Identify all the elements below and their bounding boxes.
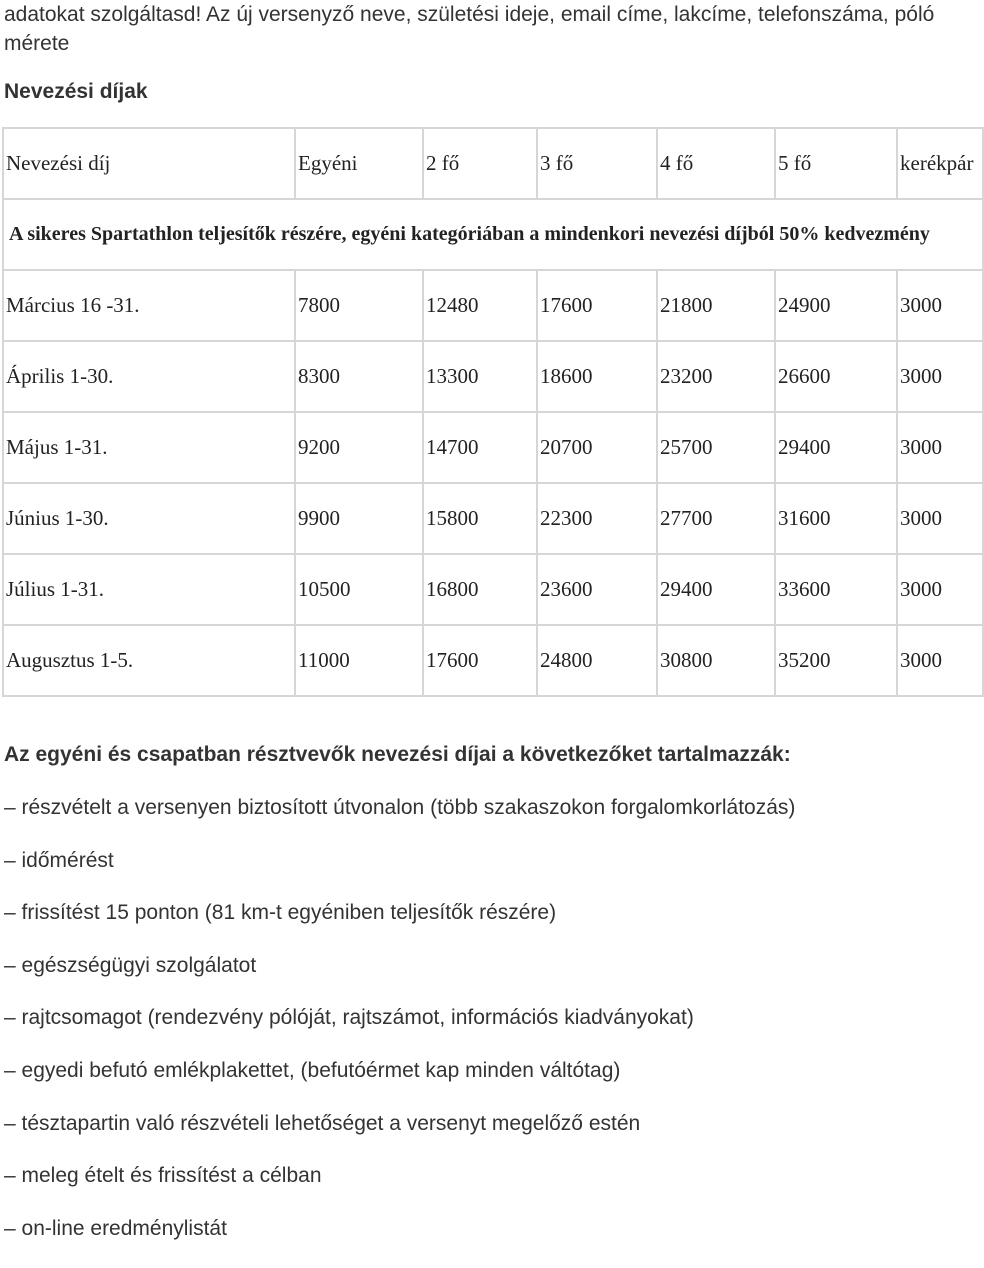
header-cell: Egyéni bbox=[295, 128, 423, 199]
period-cell: Április 1-30. bbox=[3, 341, 295, 412]
list-item: – rajtcsomagot (rendezvény pólóját, rajtszámot, információs kiadványokat) bbox=[4, 1006, 694, 1030]
fee-cell: 26600 bbox=[775, 341, 897, 412]
fee-cell: 29400 bbox=[657, 554, 775, 625]
fee-cell: 12480 bbox=[423, 270, 537, 341]
table-row bbox=[3, 554, 983, 625]
list-item: – meleg ételt és frissítést a célban bbox=[4, 1164, 322, 1188]
spartathlon-discount-note: A sikeres Spartathlon teljesítők részére, egyéni kategóriában a mindenkori nevezési díjból 50% kedvezmény bbox=[3, 199, 983, 270]
list-item: – tésztapartin való részvételi lehetőséget a versenyt megelőző estén bbox=[4, 1111, 641, 1135]
fee-cell: 31600 bbox=[775, 483, 897, 554]
fee-cell: 33600 bbox=[775, 554, 897, 625]
fee-cell: 25700 bbox=[657, 412, 775, 483]
fee-cell: 11000 bbox=[295, 625, 423, 696]
header-cell: 2 fő bbox=[423, 128, 537, 199]
includes-list bbox=[4, 795, 795, 1268]
fee-cell: 3000 bbox=[897, 412, 983, 483]
period-cell: Július 1-31. bbox=[3, 554, 295, 625]
fee-cell: 17600 bbox=[423, 625, 537, 696]
fee-table-header-row bbox=[3, 128, 983, 199]
table-row bbox=[3, 270, 983, 341]
fee-cell: 29400 bbox=[775, 412, 897, 483]
fee-cell: 24900 bbox=[775, 270, 897, 341]
period-cell: Május 1-31. bbox=[3, 412, 295, 483]
fee-cell: 15800 bbox=[423, 483, 537, 554]
fee-cell: 24800 bbox=[537, 625, 657, 696]
fee-table-note-row bbox=[3, 199, 983, 270]
period-cell: Augusztus 1-5. bbox=[3, 625, 295, 696]
list-item: – frissítést 15 ponton (81 km-t egyéniben teljesítők részére) bbox=[4, 901, 557, 925]
fee-cell: 7800 bbox=[295, 270, 423, 341]
fee-cell: 35200 bbox=[775, 625, 897, 696]
fee-cell: 9200 bbox=[295, 412, 423, 483]
fee-table bbox=[2, 127, 984, 697]
fee-cell: 3000 bbox=[897, 625, 983, 696]
fee-cell: 16800 bbox=[423, 554, 537, 625]
fee-cell: 14700 bbox=[423, 412, 537, 483]
header-cell: 4 fő bbox=[657, 128, 775, 199]
list-item: – időmérést bbox=[4, 848, 114, 872]
fee-cell: 21800 bbox=[657, 270, 775, 341]
table-row bbox=[3, 483, 983, 554]
fee-cell: 8300 bbox=[295, 341, 423, 412]
fee-cell: 18600 bbox=[537, 341, 657, 412]
fee-cell: 9900 bbox=[295, 483, 423, 554]
table-row bbox=[3, 412, 983, 483]
intro-text: adatokat szolgáltasd! Az új versenyző neve, születési ideje, email címe, lakcíme, telefonszáma, póló mérete bbox=[4, 3, 935, 55]
list-item: – egészségügyi szolgálatot bbox=[4, 953, 257, 977]
fee-cell: 20700 bbox=[537, 412, 657, 483]
fee-cell: 30800 bbox=[657, 625, 775, 696]
table-row bbox=[3, 341, 983, 412]
fee-cell: 3000 bbox=[897, 341, 983, 412]
header-cell: 5 fő bbox=[775, 128, 897, 199]
list-item: – részvételt a versenyen biztosított útvonalon (több szakaszokon forgalomkorlátozás) bbox=[4, 796, 796, 819]
fee-cell: 23600 bbox=[537, 554, 657, 625]
fee-cell: 3000 bbox=[897, 270, 983, 341]
fee-cell: 3000 bbox=[897, 483, 983, 554]
fees-section-title: Nevezési díjak bbox=[4, 80, 148, 103]
header-cell: Nevezési díj bbox=[3, 128, 295, 199]
includes-title: Az egyéni és csapatban résztvevők nevezési díjai a következőket tartalmazzák: bbox=[4, 743, 791, 766]
fee-cell: 27700 bbox=[657, 483, 775, 554]
header-cell: 3 fő bbox=[537, 128, 657, 199]
fee-cell: 3000 bbox=[897, 554, 983, 625]
fee-cell: 22300 bbox=[537, 483, 657, 554]
table-row bbox=[3, 625, 983, 696]
fee-cell: 13300 bbox=[423, 341, 537, 412]
list-item: – egyedi befutó emlékplakettet, (befutóérmet kap minden váltótag) bbox=[4, 1058, 621, 1082]
period-cell: Június 1-30. bbox=[3, 483, 295, 554]
period-cell: Március 16 -31. bbox=[3, 270, 295, 341]
header-cell: kerékpár bbox=[897, 128, 983, 199]
list-item: – on-line eredménylistát bbox=[4, 1216, 227, 1240]
fee-cell: 23200 bbox=[657, 341, 775, 412]
fee-cell: 10500 bbox=[295, 554, 423, 625]
fee-cell: 17600 bbox=[537, 270, 657, 341]
